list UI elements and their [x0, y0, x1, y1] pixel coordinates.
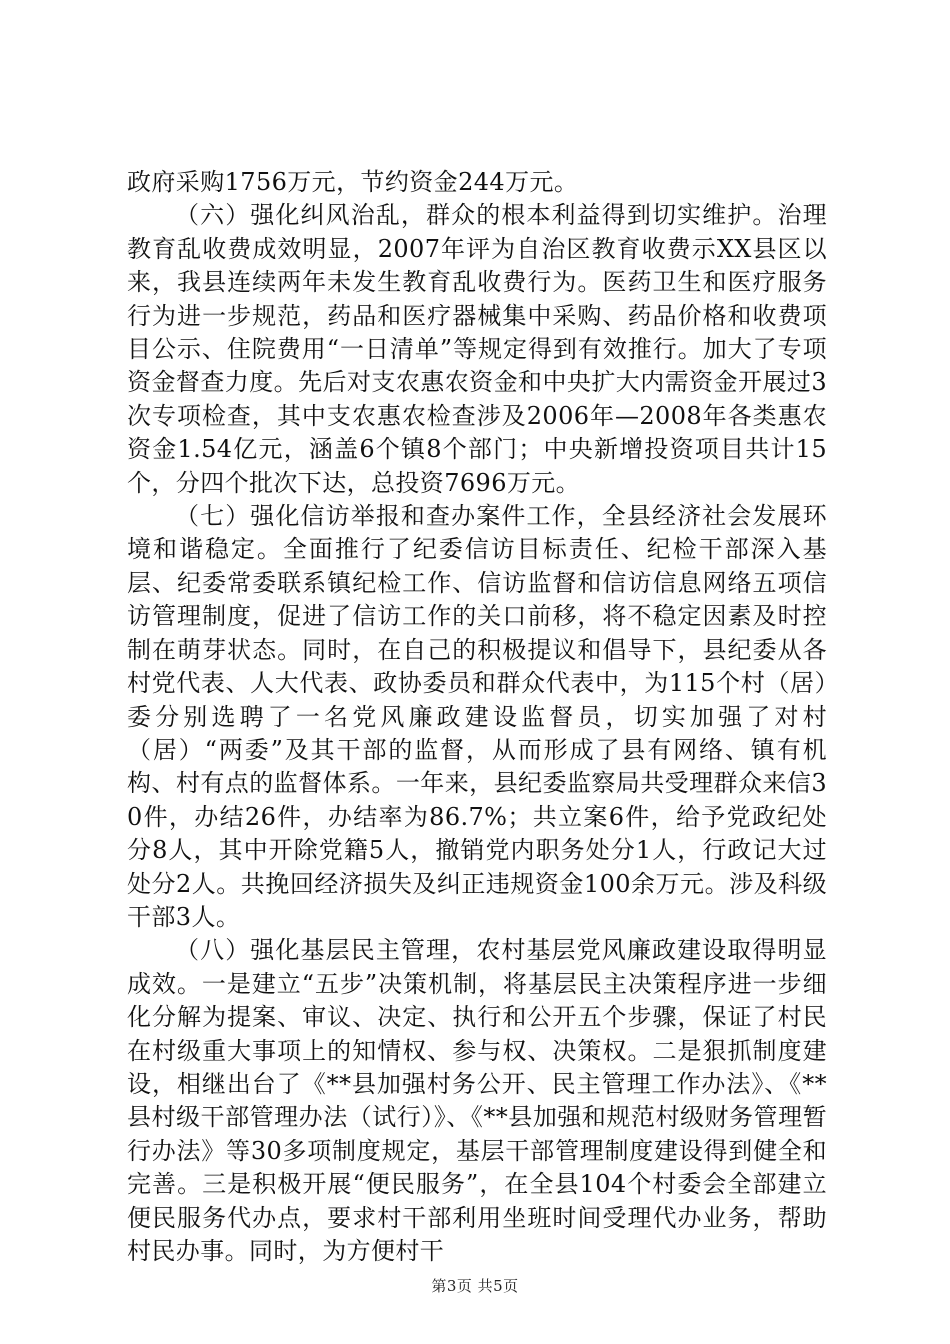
- paragraph-seven-petitions: （七）强化信访举报和查办案件工作，全县经济社会发展环境和谐稳定。全面推行了纪委信访目标责任、纪检干部深入基层、纪委常委联系镇纪检工作、信访监督和信访信息网络五项信访管理制度，促进了信访工作的关口前移，将不稳定因素及时控制在萌芽状态。同时，在自己的积极提议和倡导下，县纪委从各村党代表、人大代表、政协委员和群众代表中，为115个村（居）委分别选聘了一名党风廉政建设监督员，切实加强了对村（居）“两委”及其干部的监督，从而形成了县有网络、镇有机构、村有点的监督体系。一年来，县纪委监察局共受理群众来信30件，办结26件，办结率为86.7%；共立案6件，给予党政纪处分8人，其中开除党籍5人，撤销党内职务处分1人，行政记大过处分2人。共挽回经济损失及纠正违规资金100余万元。涉及科级干部3人。: [127, 502, 827, 931]
- paragraph-six-rectification: （六）强化纠风治乱，群众的根本利益得到切实维护。治理教育乱收费成效明显，2007年评为自治区教育收费示XX县区以来，我县连续两年未发生教育乱收费行为。医药卫生和医疗服务行为进一步规范，药品和医疗器械集中采购、药品价格和收费项目公示、住院费用“一日清单”等规定得到有效推行。加大了专项资金督查力度。先后对支农惠农资金和中央扩大内需资金开展过3次专项检查，其中支农惠农检查涉及2006年—2008年各类惠农资金1.54亿元，涵盖6个镇8个部门；中央新增投资项目共计15个，分四个批次下达，总投资7696万元。: [127, 201, 827, 497]
- page-footer: 第3页 共5页: [431, 1277, 519, 1295]
- body-text: [127, 166, 827, 1268]
- paragraph-procurement-savings: 政府采购1756万元，节约资金244万元。: [127, 168, 579, 196]
- paragraph-eight-grassroots-democracy: （八）强化基层民主管理，农村基层党风廉政建设取得明显成效。一是建立“五步”决策机制，将基层民主决策程序进一步细化分解为提案、审议、决定、执行和公开五个步骤，保证了村民在村级重大事项上的知情权、参与权、决策权。二是狠抓制度建设，相继出台了《**县加强村务公开、民主管理工作办法》、《**县村级干部管理办法（试行）》、《**县加强和规范村级财务管理暂行办法》等30多项制度规定，基层干部管理制度建设得到健全和完善。三是积极开展“便民服务”，在全县104个村委会全部建立便民服务代办点，要求村干部利用坐班时间受理代办业务，帮助村民办事。同时，为方便村干: [127, 936, 827, 1265]
